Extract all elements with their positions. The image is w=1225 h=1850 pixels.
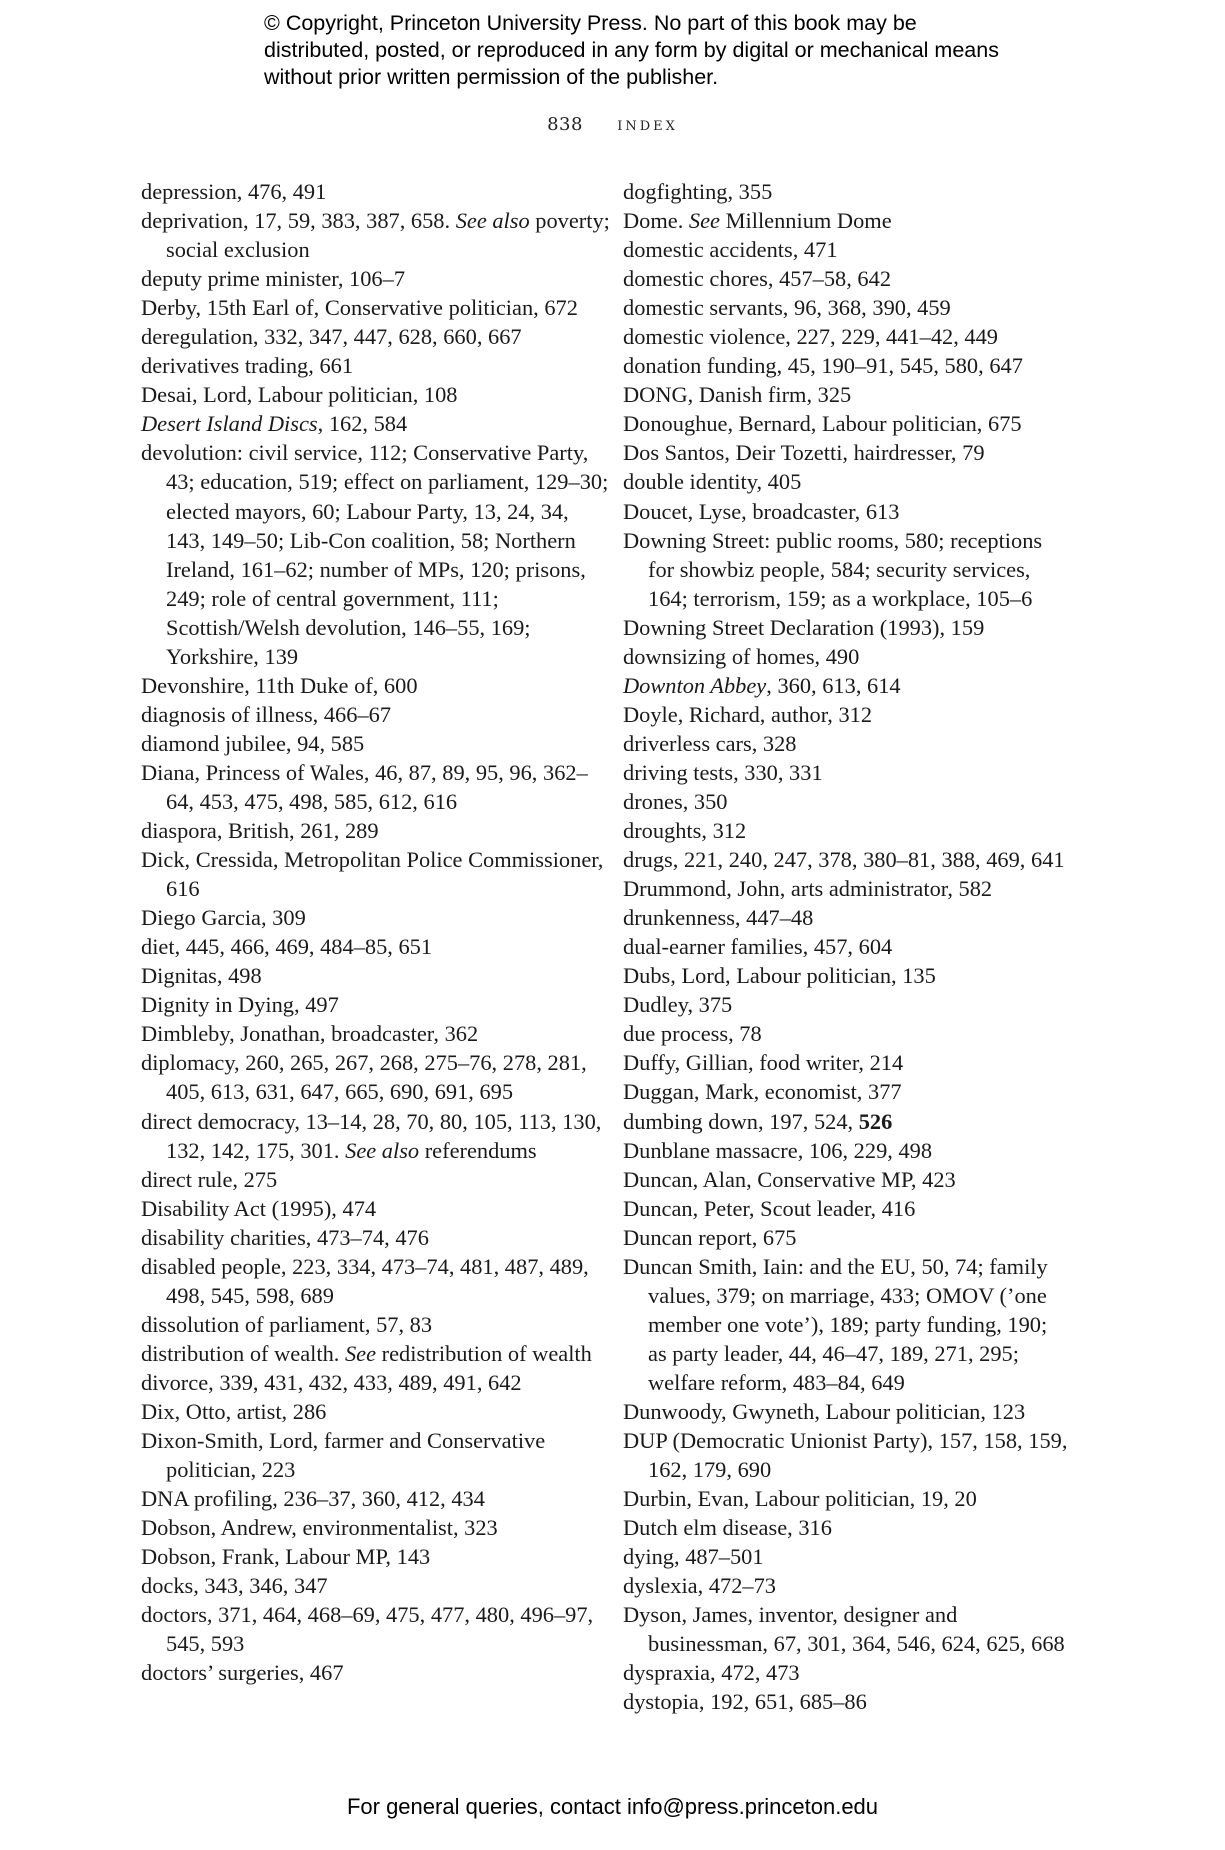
index-entry <box>623 526 1068 613</box>
entry-text: Downing Street: public rooms, 580; receptions for showbiz people, 584; security services, 164; terrorism, 159; as a workplace, 105–6 <box>623 527 1043 611</box>
entry-text: Dyson, James, inventor, designer and businessman, 67, 301, 364, 546, 624, 625, 668 <box>623 1602 1065 1657</box>
entry-text: Devonshire, 11th Duke of, 600 <box>141 672 418 698</box>
index-entry <box>141 1426 611 1484</box>
see-reference: See <box>344 1340 377 1366</box>
entry-text: Diego Garcia, 309 <box>141 905 306 931</box>
entry-text: doctors, 371, 464, 468–69, 475, 477, 480, 496–97, 545, 593 <box>141 1602 594 1657</box>
index-entry <box>623 1600 1068 1658</box>
index-entry <box>623 1397 1068 1426</box>
index-entry <box>623 264 1068 293</box>
index-entry <box>141 409 611 438</box>
index-entry <box>623 1136 1068 1165</box>
index-entry <box>623 671 1068 700</box>
index-entry <box>141 961 611 990</box>
index-entry <box>623 1571 1068 1600</box>
index-entry <box>623 729 1068 758</box>
index-entry <box>623 1484 1068 1513</box>
index-entry <box>141 351 611 380</box>
copyright-notice: © Copyright, Princeton University Press. No part of this book may be distributed, posted, or reproduced in any form by digital or mechanical means without prior written permission of the publisher. <box>264 11 999 89</box>
index-entry <box>623 700 1068 729</box>
index-column-left <box>141 177 611 1687</box>
running-header <box>0 114 1225 135</box>
index-entry <box>623 1426 1068 1484</box>
index-entry <box>141 1107 611 1165</box>
index-entry <box>623 351 1068 380</box>
entry-text: Dick, Cressida, Metropolitan Police Commissioner, 616 <box>141 847 604 902</box>
index-entry <box>623 293 1068 322</box>
index-entry <box>141 1397 611 1426</box>
entry-text: drunkenness, 447–48 <box>623 905 814 931</box>
entry-text: Diana, Princess of Wales, 46, 87, 89, 95, 96, 362–64, 453, 475, 498, 585, 612, 616 <box>141 759 588 814</box>
entry-text: Dignity in Dying, 497 <box>141 992 339 1018</box>
entry-text: Duggan, Mark, economist, 377 <box>623 1079 902 1105</box>
index-entry <box>623 1542 1068 1571</box>
index-entry <box>141 816 611 845</box>
entry-text: Duncan report, 675 <box>623 1224 797 1250</box>
entry-text: Duncan, Alan, Conservative MP, 423 <box>623 1166 956 1192</box>
index-entry <box>141 264 611 293</box>
entry-text: deputy prime minister, 106–7 <box>141 266 406 292</box>
index-entry <box>141 932 611 961</box>
index-entry <box>623 903 1068 932</box>
index-entry <box>141 1194 611 1223</box>
entry-text: Dubs, Lord, Labour politician, 135 <box>623 963 936 989</box>
bold-page-ref: 526 <box>858 1108 893 1134</box>
entry-text: double identity, 405 <box>623 469 802 495</box>
index-entry <box>141 380 611 409</box>
entry-text: Dunwoody, Gwyneth, Labour politician, 123 <box>623 1398 1026 1424</box>
entry-text: domestic chores, 457–58, 642 <box>623 266 892 292</box>
index-entry <box>141 1165 611 1194</box>
footer-contact: For general queries, contact info@press.princeton.edu <box>346 1794 879 1819</box>
index-entry <box>141 671 611 700</box>
index-entry <box>141 700 611 729</box>
index-entry <box>623 322 1068 351</box>
entry-text: Dobson, Andrew, environmentalist, 323 <box>141 1515 498 1541</box>
index-entry <box>141 1484 611 1513</box>
index-entry <box>623 380 1068 409</box>
entry-text: domestic accidents, 471 <box>623 237 838 263</box>
entry-text: dissolution of parliament, 57, 83 <box>141 1311 433 1337</box>
index-entry <box>623 758 1068 787</box>
entry-text: Dudley, 375 <box>623 992 733 1018</box>
index-entry <box>141 322 611 351</box>
entry-text: disabled people, 223, 334, 473–74, 481, 487, 489, 498, 545, 598, 689 <box>141 1253 589 1308</box>
index-entry <box>623 1223 1068 1252</box>
index-entry <box>141 438 611 670</box>
index-entry <box>623 845 1068 874</box>
index-entry <box>141 990 611 1019</box>
entry-text: disability charities, 473–74, 476 <box>141 1224 429 1250</box>
entry-text: derivatives trading, 661 <box>141 353 354 379</box>
entry-text: driverless cars, 328 <box>623 730 797 756</box>
index-entry <box>623 1107 1068 1136</box>
index-entry <box>623 438 1068 467</box>
section-title: index <box>617 114 678 135</box>
entry-text: Desai, Lord, Labour politician, 108 <box>141 382 458 408</box>
entry-text: driving tests, 330, 331 <box>623 759 823 785</box>
index-entry <box>623 235 1068 264</box>
index-entry <box>623 961 1068 990</box>
index-entry <box>623 642 1068 671</box>
index-entry <box>141 1542 611 1571</box>
entry-text: , 360, 613, 614 <box>766 672 901 698</box>
index-entry <box>623 1658 1068 1687</box>
entry-text: Drummond, John, arts administrator, 582 <box>623 876 993 902</box>
cross-reference: redistribution of wealth <box>376 1340 592 1366</box>
entry-text: diaspora, British, 261, 289 <box>141 818 379 844</box>
entry-text: direct rule, 275 <box>141 1166 278 1192</box>
entry-text: docks, 343, 346, 347 <box>141 1573 328 1599</box>
index-entry <box>141 1513 611 1542</box>
index-entry <box>623 1019 1068 1048</box>
entry-text: Derby, 15th Earl of, Conservative politician, 672 <box>141 295 578 321</box>
entry-text: Dutch elm disease, 316 <box>623 1515 832 1541</box>
index-entry <box>623 932 1068 961</box>
entry-text: drugs, 221, 240, 247, 378, 380–81, 388, 469, 641 <box>623 847 1065 873</box>
entry-text: Durbin, Evan, Labour politician, 19, 20 <box>623 1486 977 1512</box>
entry-text: deprivation, 17, 59, 383, 387, 658. <box>141 208 456 234</box>
entry-text: doctors’ surgeries, 467 <box>141 1660 344 1686</box>
index-entry <box>141 758 611 816</box>
entry-text: Dix, Otto, artist, 286 <box>141 1398 327 1424</box>
entry-text: Donoughue, Bernard, Labour politician, 675 <box>623 411 1022 437</box>
entry-text: Dos Santos, Deir Tozetti, hairdresser, 79 <box>623 440 985 466</box>
index-entry <box>623 1513 1068 1542</box>
index-column-right <box>623 177 1068 1716</box>
entry-text: devolution: civil service, 112; Conservative Party, 43; education, 519; effect on parliament, 129–30; elected mayors, 60; Labour Party, 13, 24, 34, 143, 149–50; Lib-Con coalition, 58; Northern Ireland, 161–62; number of MPs, 120; prisons, 249; role of central government, 111; Scottish/Welsh devolution, 146–55, 169; Yorkshire, 139 <box>141 440 609 669</box>
entry-text: DUP (Democratic Unionist Party), 157, 158, 159, 162, 179, 690 <box>623 1428 1068 1483</box>
entry-text: downsizing of homes, 490 <box>623 643 860 669</box>
entry-text: , 162, 584 <box>317 411 408 437</box>
index-entry <box>623 816 1068 845</box>
cross-reference: poverty; social exclusion <box>166 208 610 263</box>
entry-text: Dignitas, 498 <box>141 963 262 989</box>
index-entry <box>623 206 1068 235</box>
index-entry <box>623 787 1068 816</box>
entry-text: distribution of wealth. <box>141 1340 345 1366</box>
entry-text: Doyle, Richard, author, 312 <box>623 701 873 727</box>
entry-text: divorce, 339, 431, 432, 433, 489, 491, 642 <box>141 1369 522 1395</box>
see-reference: See also <box>345 1137 420 1163</box>
entry-text: dying, 487–501 <box>623 1544 764 1570</box>
index-entry <box>623 497 1068 526</box>
entry-text: Duncan Smith, Iain: and the EU, 50, 74; family values, 379; on marriage, 433; OMOV (’one member one vote’), 189; party funding, 190; as party leader, 44, 46–47, 189, 271, 295; welfare reform, 483–84, 649 <box>623 1253 1048 1395</box>
entry-text: diplomacy, 260, 265, 267, 268, 275–76, 278, 281, 405, 613, 631, 647, 665, 690, 691, 695 <box>141 1050 587 1105</box>
entry-text: due process, 78 <box>623 1021 762 1047</box>
index-entry <box>623 1077 1068 1106</box>
see-reference: See also <box>455 208 530 234</box>
entry-text: Disability Act (1995), 474 <box>141 1195 377 1221</box>
index-entry <box>141 293 611 322</box>
entry-text: diagnosis of illness, 466–67 <box>141 701 392 727</box>
entry-text: Doucet, Lyse, broadcaster, 613 <box>623 498 900 524</box>
index-entry <box>623 1194 1068 1223</box>
entry-text: diet, 445, 466, 469, 484–85, 651 <box>141 934 433 960</box>
index-entry <box>141 177 611 206</box>
entry-text: Duffy, Gillian, food writer, 214 <box>623 1050 904 1076</box>
entry-text: dogfighting, 355 <box>623 179 773 204</box>
index-entry <box>141 729 611 758</box>
index-entry <box>141 845 611 903</box>
index-entry <box>623 990 1068 1019</box>
page-number: 838 <box>547 114 583 135</box>
index-entry <box>141 903 611 932</box>
entry-text: depression, 476, 491 <box>141 179 327 204</box>
entry-text: donation funding, 45, 190–91, 545, 580, 647 <box>623 353 1023 379</box>
index-entry <box>141 1310 611 1339</box>
entry-text: dystopia, 192, 651, 685–86 <box>623 1689 867 1715</box>
entry-text: domestic servants, 96, 368, 390, 459 <box>623 295 951 321</box>
entry-text: dumbing down, 197, 524, <box>623 1108 859 1134</box>
entry-text: DNA profiling, 236–37, 360, 412, 434 <box>141 1486 485 1512</box>
entry-text: Dobson, Frank, Labour MP, 143 <box>141 1544 431 1570</box>
entry-text: Dome. <box>623 208 689 234</box>
index-entry <box>623 467 1068 496</box>
index-entry <box>141 1600 611 1658</box>
entry-text: Dixon-Smith, Lord, farmer and Conservative politician, 223 <box>141 1428 546 1483</box>
cross-reference: Millennium Dome <box>720 208 892 234</box>
entry-text: domestic violence, 227, 229, 441–42, 449 <box>623 324 998 350</box>
entry-text: deregulation, 332, 347, 447, 628, 660, 667 <box>141 324 522 350</box>
see-reference: See <box>688 208 720 234</box>
entry-text: dual-earner families, 457, 604 <box>623 934 893 960</box>
index-entry <box>141 1048 611 1106</box>
index-entry <box>623 874 1068 903</box>
index-entry <box>141 206 611 264</box>
index-entry <box>141 1658 611 1687</box>
cross-reference: referendums <box>419 1137 537 1163</box>
entry-text: Dimbleby, Jonathan, broadcaster, 362 <box>141 1021 479 1047</box>
entry-text: droughts, 312 <box>623 818 747 844</box>
entry-title-italic: Downton Abbey <box>623 672 767 698</box>
index-entry <box>623 1165 1068 1194</box>
index-entry <box>141 1252 611 1310</box>
index-entry <box>623 613 1068 642</box>
entry-text: DONG, Danish firm, 325 <box>623 382 852 408</box>
entry-title-italic: Desert Island Discs <box>141 411 318 437</box>
entry-text: drones, 350 <box>623 788 728 814</box>
entry-text: Duncan, Peter, Scout leader, 416 <box>623 1195 916 1221</box>
index-entry <box>623 177 1068 206</box>
entry-text: dyslexia, 472–73 <box>623 1573 776 1599</box>
entry-text: diamond jubilee, 94, 585 <box>141 730 365 756</box>
index-entry <box>141 1019 611 1048</box>
index-entry <box>141 1339 611 1368</box>
index-entry <box>141 1571 611 1600</box>
index-entry <box>623 1252 1068 1397</box>
entry-text: dyspraxia, 472, 473 <box>623 1660 800 1686</box>
entry-text: Downing Street Declaration (1993), 159 <box>623 614 985 640</box>
index-entry <box>623 409 1068 438</box>
index-entry <box>623 1687 1068 1716</box>
entry-text: direct democracy, 13–14, 28, 70, 80, 105, 113, 130, 132, 142, 175, 301. <box>141 1108 602 1163</box>
index-entry <box>141 1223 611 1252</box>
entry-text: Dunblane massacre, 106, 229, 498 <box>623 1137 933 1163</box>
index-entry <box>141 1368 611 1397</box>
index-entry <box>623 1048 1068 1077</box>
